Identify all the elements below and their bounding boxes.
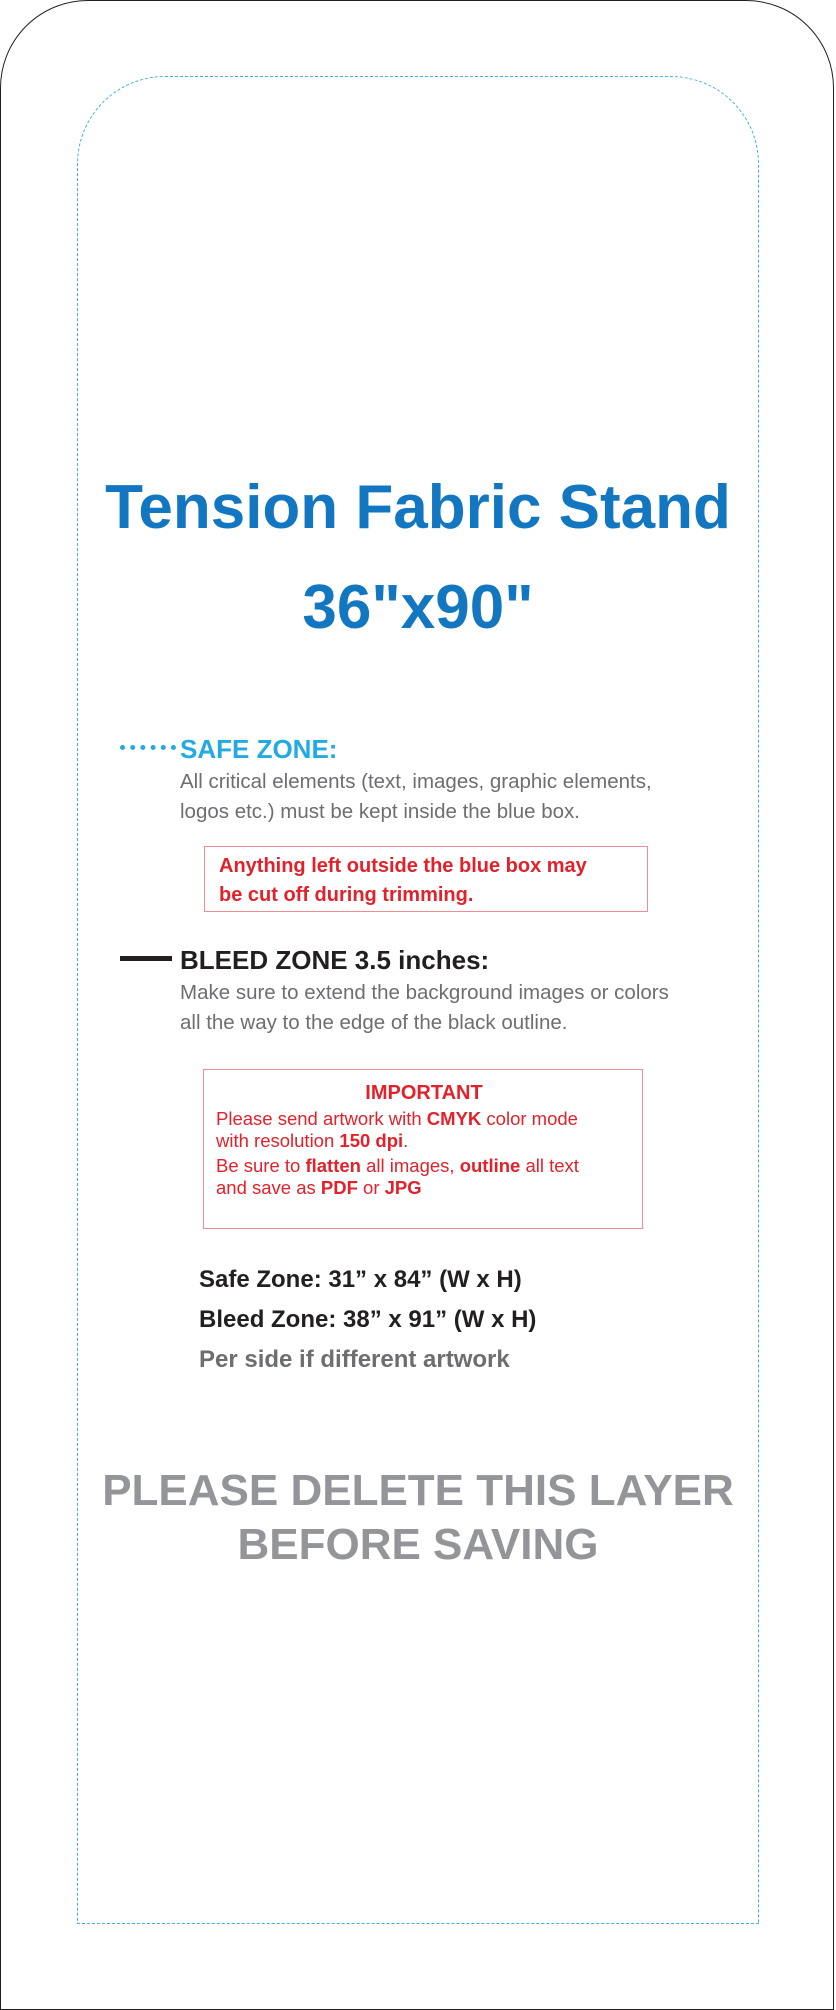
safe-zone-description (180, 767, 740, 827)
important-line-flatten: Be sure to flatten all images, outline all text (216, 1155, 579, 1176)
important-heading: IMPORTANT (365, 1082, 483, 1104)
safe-zone-heading: SAFE ZONE: (180, 734, 338, 764)
important-line-color-mode: Please send artwork with CMYK color mode (216, 1108, 578, 1129)
delete-layer-note: BEFORE SAVING (237, 1520, 599, 1569)
page-size: 36"x90" (302, 573, 534, 642)
safe-zone-dimensions: Safe Zone: 31” x 84” (W x H) (199, 1266, 522, 1293)
bleed-zone-legend-line-icon (120, 956, 172, 961)
trim-warning-line: Anything left outside the blue box may (219, 855, 587, 877)
safe-zone-description-line: All critical elements (text, images, graphic elements, (180, 770, 652, 793)
safe-zone-description-line: logos etc.) must be kept inside the blue box. (180, 800, 580, 823)
important-line-resolution: with resolution 150 dpi. (216, 1130, 409, 1151)
bleed-zone-dimensions: Bleed Zone: 38” x 91” (W x H) (199, 1306, 537, 1333)
trim-warning-line: be cut off during trimming. (219, 884, 474, 906)
bleed-zone-description-line: Make sure to extend the background images or colors (180, 981, 669, 1004)
delete-layer-note: PLEASE DELETE THIS LAYER (102, 1466, 734, 1515)
per-side-note: Per side if different artwork (199, 1346, 510, 1373)
trim-warning-box (204, 846, 648, 912)
bleed-zone-description (180, 978, 740, 1038)
bleed-zone-heading: BLEED ZONE 3.5 inches: (180, 945, 490, 975)
page-title: Tension Fabric Stand (105, 473, 731, 542)
important-line-format: and save as PDF or JPG (216, 1177, 422, 1198)
important-box (203, 1069, 643, 1229)
safe-zone-legend-dots-icon (120, 745, 176, 750)
bleed-zone-description-line: all the way to the edge of the black outline. (180, 1011, 568, 1034)
